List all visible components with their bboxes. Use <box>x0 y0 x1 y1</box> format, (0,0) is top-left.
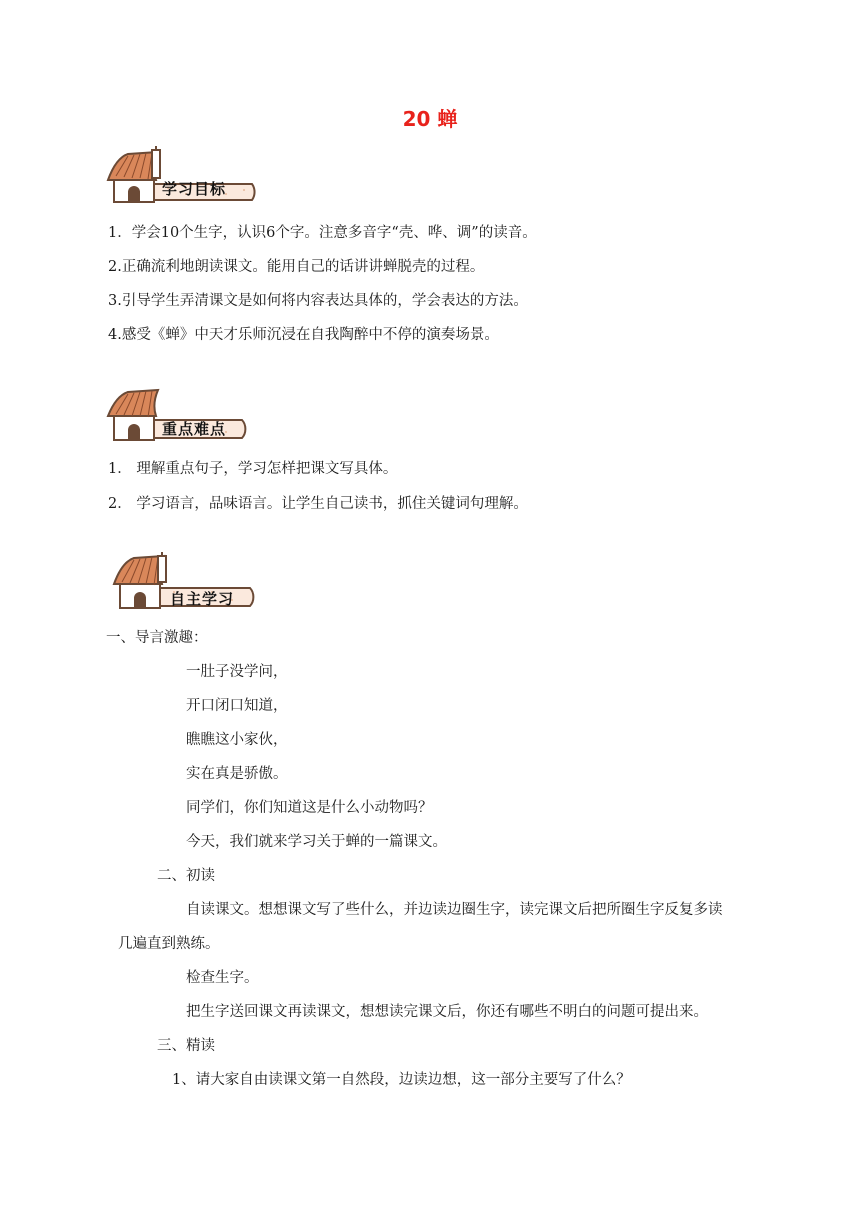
key-point-item: 2． 学习语言，品味语言。让学生自己读书，抓住关键词句理解。 <box>108 496 528 512</box>
goal-item: 3.引导学生弄清课文是如何将内容表达具体的，学会表达的方法。 <box>108 293 528 309</box>
study-line: 1、请大家自由读课文第一自然段，边读边想，这一部分主要写了什么？ <box>172 1072 631 1088</box>
study-line: 几遍直到熟练。 <box>118 936 220 952</box>
study-line: 检查生字。 <box>186 970 259 986</box>
section-heading: 重点难点 <box>162 420 227 438</box>
study-line: 同学们，你们知道这是什么小动物吗？ <box>186 800 433 816</box>
study-line: 二、初读 <box>157 868 215 884</box>
study-line: 瞧瞧这小家伙， <box>186 732 288 748</box>
key-point-item: 1． 理解重点句子，学习怎样把课文写具体。 <box>108 461 398 477</box>
page-title: 20 蝉 <box>402 107 458 131</box>
section-banner-self-study <box>112 552 262 614</box>
goal-item: 1．学会10个生字，认识6个字。注意多音字“壳、哗、调”的读音。 <box>108 225 537 241</box>
study-line: 开口闭口知道， <box>186 698 288 714</box>
goal-item: 2.正确流利地朗读课文。能用自己的话讲讲蝉脱壳的过程。 <box>108 259 485 275</box>
study-line: 一肚子没学问， <box>186 664 288 680</box>
study-line: 实在真是骄傲。 <box>186 766 288 782</box>
study-line: 今天，我们就来学习关于蝉的一篇课文。 <box>186 834 447 850</box>
study-line: 一、导言激趣： <box>106 630 208 646</box>
section-banner-key-points <box>106 388 256 450</box>
section-banner-goals <box>106 146 256 208</box>
study-line: 三、精读 <box>157 1038 215 1054</box>
section-heading: 自主学习 <box>170 590 235 608</box>
goal-item: 4.感受《蝉》中天才乐师沉浸在自我陶醉中不停的演奏场景。 <box>108 327 499 343</box>
section-heading: 学习目标 <box>162 180 227 198</box>
study-line: 自读课文。想想课文写了些什么，并边读边圈生字，读完课文后把所圈生字反复多读 <box>186 902 723 918</box>
study-line: 把生字送回课文再读课文，想想读完课文后，你还有哪些不明白的问题可提出来。 <box>186 1004 708 1020</box>
